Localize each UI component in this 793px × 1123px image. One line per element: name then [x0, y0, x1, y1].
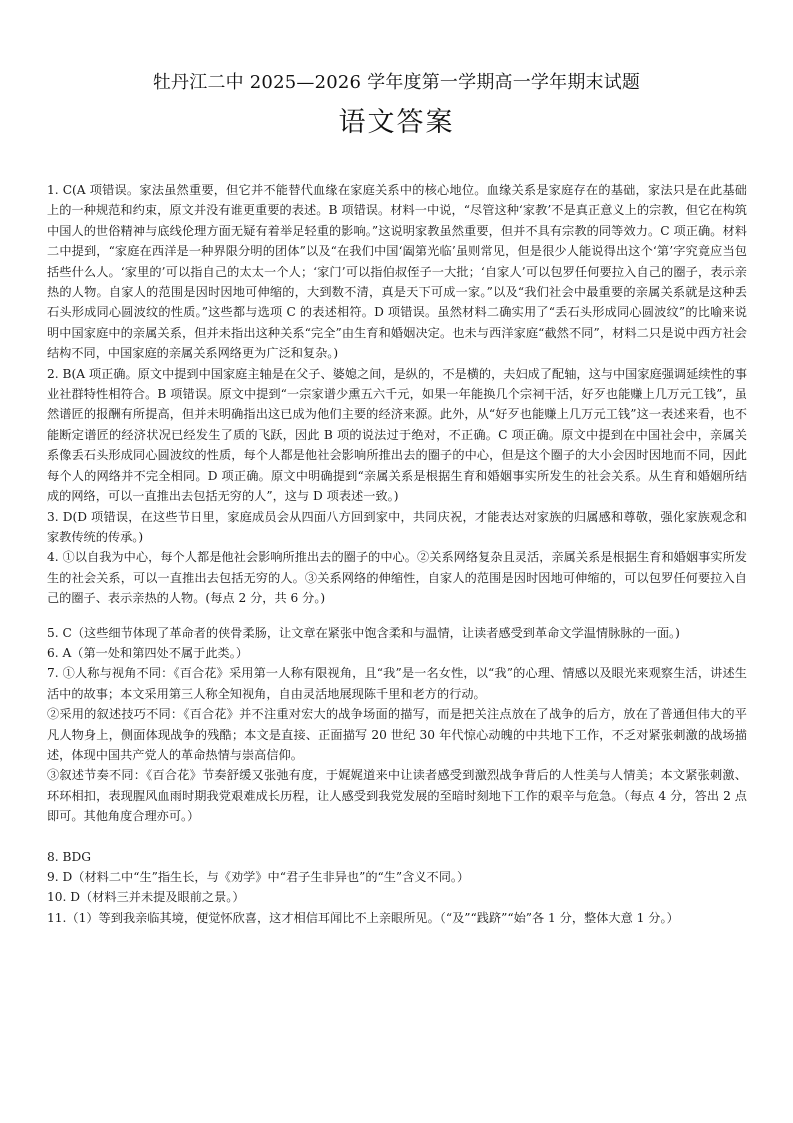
- document-title: 牡丹江二中 2025—2026 学年度第一学期高一学年期末试题: [152, 72, 641, 93]
- answer-11: 11.（1）等到我亲临其境，便觉怀欣喜，这才相信耳闻比不上亲眼所见。（“及”“践跻”“始”各 1 分，整体大意 1 分。）: [47, 910, 679, 925]
- answer-4: 4. ①以自我为中心，每个人都是他社会影响所推出去的圈子的中心。②关系网络复杂且灵活，亲属关系是根据生育和婚姻事实所发生的社会关系，可以一直推出去包括无穷的人。③关系网络的伸缩性，自家人的范围是因时因地可伸缩的，可以包罗任何要拉入自己的圈子、表示亲热的人物。(每点 2 分，共 6 分。): [47, 550, 747, 606]
- answer-1: 1. C(A 项错误。家法虽然重要，但它并不能替代血缘在家庭关系中的核心地位。血缘关系是家庭存在的基础，家法只是在此基础上的一种规范和约束，原文并没有谁更重要的表述。B 项错误。材料一中说，“尽管这种‘家教’不是真正意义上的宗教，但它在构筑中国人的世俗精神与底线伦理方面无疑有着举足轻重的影响。”这说明家教虽然重要，但并不具有宗教的同等效力。C 项正确。材料二中提到，“家庭在西洋是一种界限分明的团体”以及“在我们中国‘阖第光临’虽则常见，但是很少人能说得出这个‘第’字究竟应当包括些什么人。‘家里的’可以指自己的太太一个人；‘家门’可以指伯叔侄子一大批；‘自家人’可以包罗任何要拉入自己的圈子，表示亲热的人物。自家人的范围是因时因地可伸缩的，大到数不清，真是天下可成一家。”以及“我们社会中最重要的亲属关系就是这种丢石头形成同心圆波纹的性质。”这些都与选项 C 的表述相符。D 项错误。虽然材料二确实用了“丢石头形成同心圆波纹”的比喻来说明中国家庭中的亲属关系，但并未指出这种关系“完全”由生育和婚姻决定。也未与西洋家庭“截然不同”，材料二只是说中西方社会结构不同，中国家庭的亲属关系网络更为广泛和复杂。): [47, 183, 747, 361]
- answers-body: [47, 180, 747, 928]
- answer-8: 8. BDG: [47, 849, 91, 864]
- answer-2: 2. B(A 项正确。原文中提到中国家庭主轴是在父子、婆媳之间，是纵的，不是横的，夫妇成了配轴，这与中国家庭强调延续性的事业社群特性相符合。B 项错误。原文中提到“一宗家谱少熏五六千元，如果一年能换几个宗祠干活，好歹也能赚上几万元工钱”，虽然谱匠的报酬有所提高，但并未明确指出这已成为他们主要的经济来源。此外，从“好歹也能赚上几万元工钱”这一表述来看，也不能断定谱匠的经济状况已经发生了质的飞跃，因此 B 项的说法过于绝对，不正确。C 项正确。原文中提到在中国社会中，亲属关系像丢石头形成同心圆波纹的性质，每个人都是他社会影响所推出去的圈子的中心，但是这个圈子的大小会因时因地而不同，因此每个人的网络并不完全相同。D 项正确。原文中明确提到“亲属关系是根据生育和婚姻事实所发生的社会关系。从生育和婚姻所结成的网络，可以一直推出去包括无穷的人”，这与 D 项表述一致。): [47, 366, 748, 504]
- answer-10: 10. D（材料三并未提及眼前之景。）: [47, 890, 245, 905]
- answer-7-point-2: ②采用的叙述技巧不同：《百合花》并不注重对宏大的战争场面的描写，而是把关注点放在了战争的后方，放在了普通但伟大的平凡人物身上，侧面体现战争的残酷；本文是直接、正面描写 20 世纪 30 年代惊心动魄的中共地下工作，不乏对紧张刺激的战场描述，体现中国共产党人的革命热情与崇高信仰。: [47, 707, 747, 762]
- answer-9: 9. D（材料二中“生”指生长，与《劝学》中“君子生非异也”的“生”含义不同。）: [47, 870, 470, 884]
- answer-7-point-1: 7. ①人称与视角不同：《百合花》采用第一人称有限视角，且“我”是一名女性，以“我”的心理、情感以及眼光来观察生活，讲述生活中的故事；本文采用第三人称全知视角，自由灵活地展现陈千里和老方的行动。: [47, 666, 747, 701]
- answer-7-point-3: ③叙述节奏不同：《百合花》节奏舒缓又张弛有度，于娓娓道来中让读者感受到激烈战争背后的人性美与人情美；本文紧张刺激、环环相扣，表现腥风血雨时期我党艰难成长历程，让人感受到我党发展的至暗时刻地下工作的艰辛与危急。（每点 4 分，答出 2 点即可。其他角度合理亦可。）: [47, 768, 747, 824]
- answer-3: 3. D(D 项错误，在这些节日里，家庭成员会从四面八方回到家中，共同庆祝，才能表达对家族的归属感和尊敬，强化家族观念和家教传统的传承。): [47, 509, 747, 544]
- answer-5: 5. C（这些细节体现了革命者的侠骨柔肠，让文章在紧张中饱含柔和与温情，让读者感受到革命文学温情脉脉的一面。): [47, 625, 680, 640]
- answer-6: 6. A（第一处和第四处不属于此类。）: [47, 645, 249, 660]
- document-subtitle: 语文答案: [338, 107, 455, 138]
